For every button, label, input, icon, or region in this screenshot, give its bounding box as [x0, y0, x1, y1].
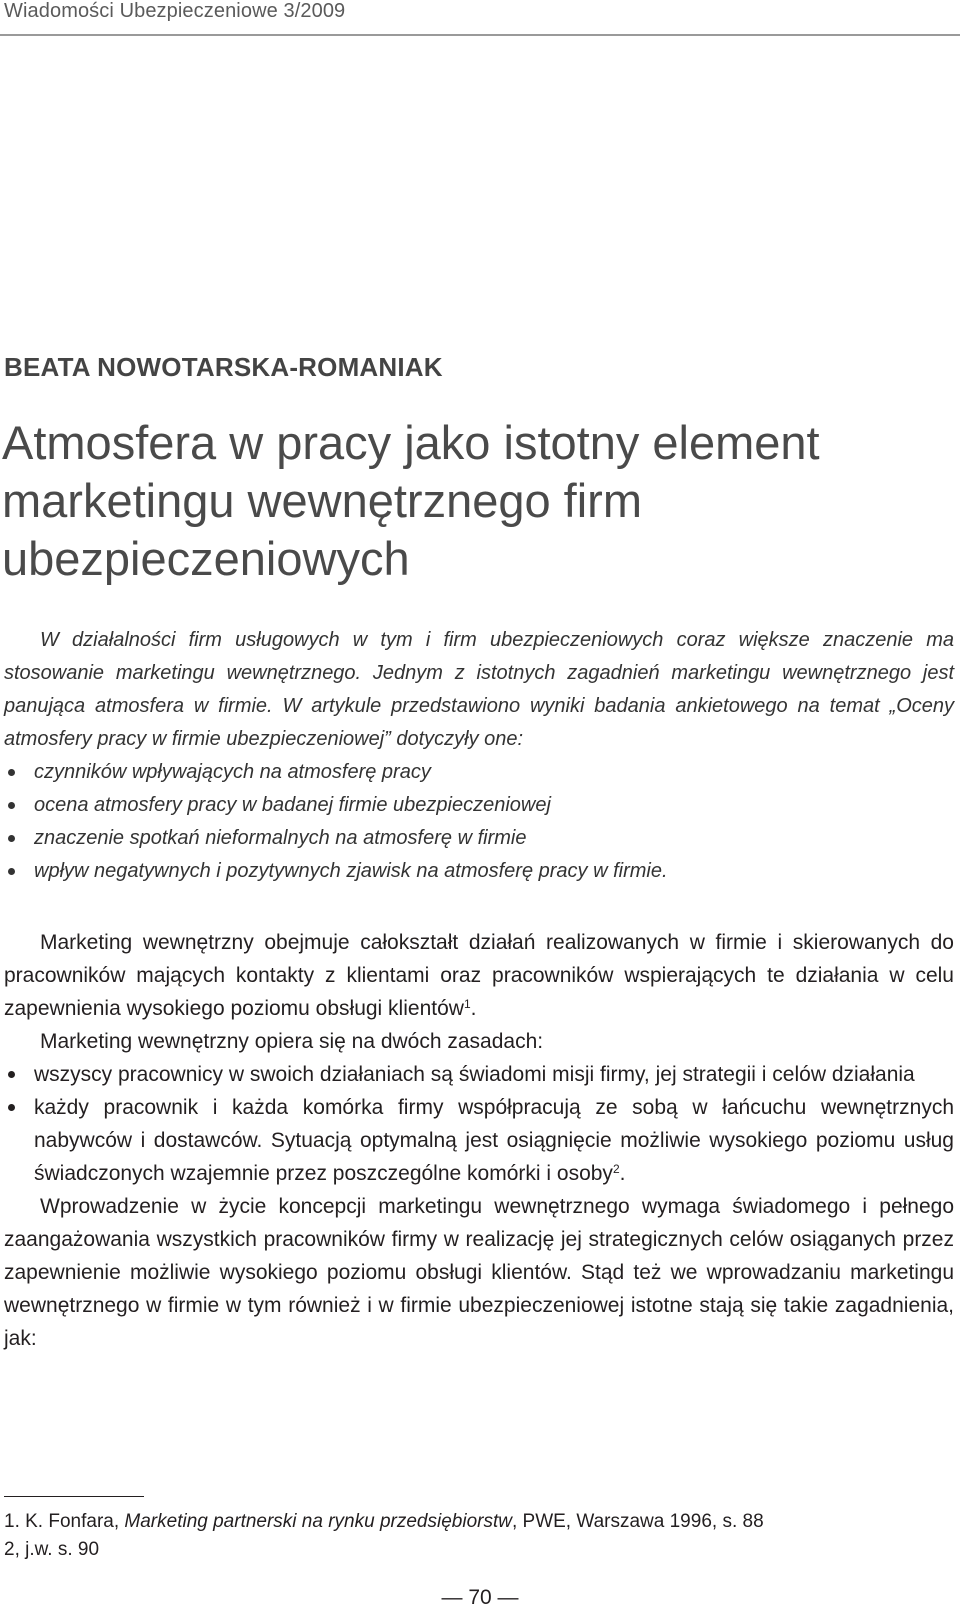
body-text: każdy pracownik i każda komórka firmy współpracują ze sobą w łańcuchu wewnętrznych nabywców i dostawców. Sytuacją optymalną jest osiągnięcie możliwie wysokiego poziomu usług świadczonych wzajemnie przez poszczególne komórki i osoby	[34, 1096, 954, 1185]
footnote-2: 2, j.w. s. 90	[4, 1539, 100, 1560]
body-paragraph: Wprowadzenie w życie koncepcji marketingu wewnętrznego wymaga świadomego i pełnego zaangażowania wszystkich pracowników firmy w realizację jej strategicznych celów osiąganych przez zapewnienie możliwie wysokiego poziomu obsługi klientów. Stąd też we wprowadzaniu marketingu wewnętrznego w firmie w tym również i w firmie ubezpieczeniowej istotne stają się takie zagadnienia, jak:	[4, 1195, 954, 1350]
abstract-paragraph: W działalności firm usługowych w tym i firm ubezpieczeniowych coraz większe znaczenie ma stosowanie marketingu wewnętrznego. Jednym z istotnych zagadnień marketingu wewnętrznego jest panująca atmosfera w firmie. W artykule przedstawiono wyniki badania ankietowego na temat „Oceny atmosfery pracy w firmie ubezpieczeniowej” dotyczyły one:	[4, 629, 954, 750]
abstract-list-item: ocena atmosfery pracy w badanej firmie ubezpieczeniowej	[4, 789, 954, 822]
body-list	[4, 1058, 954, 1190]
page-number: — 70 —	[441, 1586, 519, 1609]
footnote-text: , PWE, Warszawa 1996, s. 88	[511, 1511, 764, 1532]
footnote-ref-2[interactable]: 2	[612, 1162, 620, 1176]
author-name: BEATA NOWOTARSKA-ROMANIAK	[4, 352, 443, 382]
footnote-book-title: Marketing partnerski na rynku przedsiębiorstw	[124, 1511, 512, 1532]
abstract-list	[4, 756, 954, 888]
body-text: .	[619, 1162, 626, 1185]
header-rule	[0, 34, 960, 36]
footnote-rule	[4, 1496, 144, 1497]
body-paragraph: Marketing wewnętrzny opiera się na dwóch zasadach:	[40, 1030, 544, 1053]
article-title: Atmosfera w pracy jako istotny element marketingu wewnętrznego firm ubezpieczeniowych	[2, 416, 820, 585]
journal-header: Wiadomości Ubezpieczeniowe 3/2009	[4, 0, 346, 22]
body-text: Marketing wewnętrzny obejmuje całokształt działań realizowanych w firmie i skierowanych do pracowników mających kontakty z klientami oraz pracowników wspierających te działania w celu zapewnienia wysokiego poziomu obsługi klientów	[4, 931, 954, 1020]
footnote-ref-1[interactable]: 1	[463, 997, 471, 1011]
body-text: .	[470, 997, 477, 1020]
footnotes	[4, 1508, 954, 1564]
footnote-text: 1. K. Fonfara,	[4, 1511, 125, 1532]
abstract	[4, 624, 954, 888]
abstract-list-item: wpływ negatywnych i pozytywnych zjawisk na atmosferę pracy w firmie.	[4, 855, 954, 888]
body-list-item: wszyscy pracownicy w swoich działaniach są świadomi misji firmy, jej strategii i celów działania	[4, 1058, 954, 1091]
body-paragraph	[4, 926, 954, 1025]
abstract-list-item: czynników wpływających na atmosferę pracy	[4, 756, 954, 789]
article-body	[4, 926, 954, 1355]
abstract-list-item: znaczenie spotkań nieformalnych na atmosferę w firmie	[4, 822, 954, 855]
footnote-1	[4, 1508, 954, 1536]
body-list-item	[4, 1091, 954, 1190]
